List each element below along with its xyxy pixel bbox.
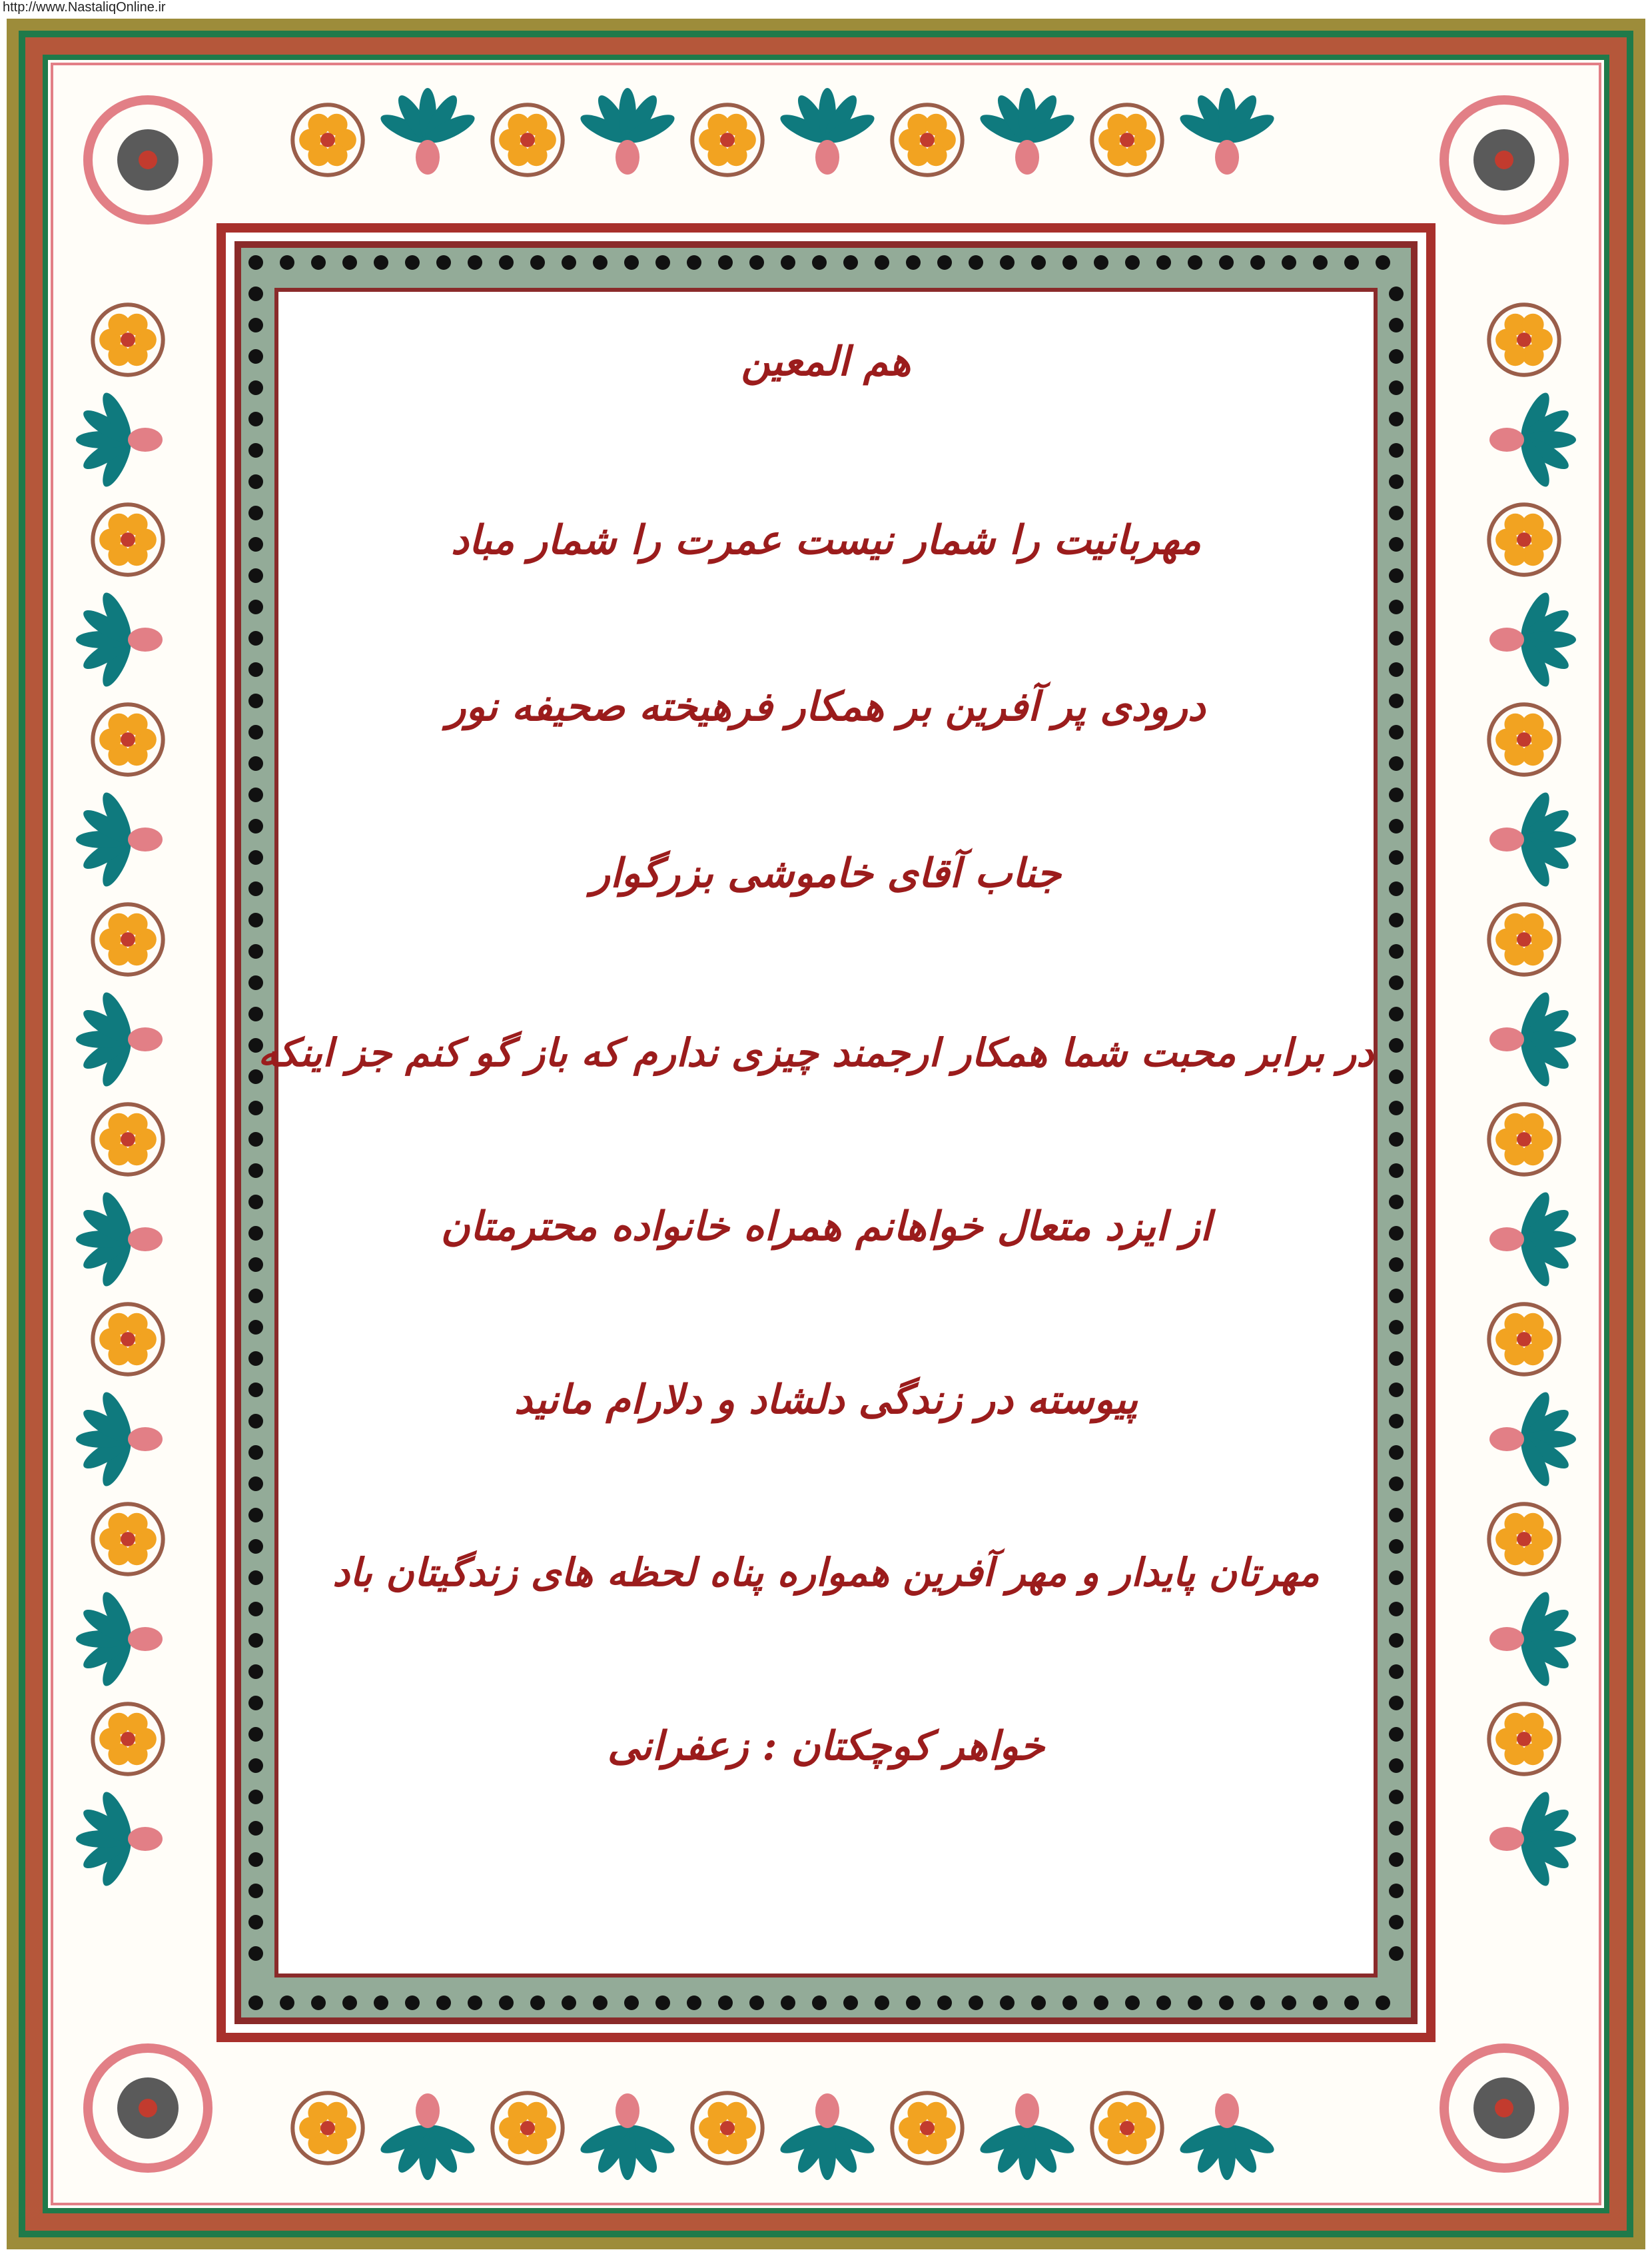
band-dot: [1389, 819, 1404, 834]
band-dot: [1000, 255, 1015, 270]
leaf-ornament: [1489, 989, 1576, 1090]
band-dot: [342, 1995, 357, 2010]
band-dot: [342, 255, 357, 270]
band-dot: [374, 255, 388, 270]
leaf-ornament: [377, 88, 478, 175]
band-dot: [248, 443, 263, 458]
band-dot: [248, 286, 263, 301]
flower-ornament: [892, 105, 962, 175]
band-dot: [843, 1995, 858, 2010]
band-dot: [1389, 1852, 1404, 1867]
leaf-ornament: [577, 88, 678, 175]
flower-ornament: [1489, 1704, 1559, 1774]
band-dot: [1389, 506, 1404, 520]
band-dot: [1125, 255, 1140, 270]
band-dot: [1389, 944, 1404, 959]
band-dot: [248, 1195, 263, 1209]
band-dot: [1389, 1320, 1404, 1335]
band-dot: [1389, 380, 1404, 395]
band-dot: [1389, 1946, 1404, 1961]
band-dot: [624, 255, 639, 270]
leaf-ornament: [1489, 1588, 1576, 1690]
band-dot: [1156, 1995, 1171, 2010]
band-dot: [248, 1758, 263, 1773]
flower-ornament: [1489, 1104, 1559, 1174]
corner-rosette-center: [1495, 151, 1513, 169]
band-dot: [248, 1163, 263, 1178]
flower-ornament: [1092, 105, 1162, 175]
band-dot: [1389, 1633, 1404, 1648]
band-dot: [248, 600, 263, 614]
band-dot: [248, 1383, 263, 1397]
band-dot: [248, 537, 263, 552]
band-dot: [1188, 1995, 1202, 2010]
band-dot: [468, 255, 482, 270]
band-dot: [562, 1995, 576, 2010]
band-dot: [248, 1790, 263, 1804]
flower-ornament: [93, 504, 163, 574]
band-dot: [1389, 1727, 1404, 1742]
corner-rosette-center: [139, 151, 157, 169]
band-dot: [1031, 1995, 1046, 2010]
flower-ornament: [93, 1704, 163, 1774]
flower-ornament: [492, 2093, 562, 2163]
band-dot: [248, 1884, 263, 1898]
leaf-ornament: [377, 2093, 478, 2180]
flower-ornament: [93, 1304, 163, 1374]
flower-ornament: [1489, 1304, 1559, 1374]
band-dot: [1389, 1884, 1404, 1898]
letter-panel: [258, 288, 1378, 1977]
band-dot: [405, 255, 420, 270]
leaf-ornament: [1489, 789, 1576, 890]
band-dot: [969, 1995, 983, 2010]
band-dot: [1389, 1007, 1404, 1021]
leaf-ornament: [76, 1788, 163, 1890]
letter-line-3: جناب آقای خاموشی بزرگوار: [591, 850, 1061, 897]
band-dot: [248, 1696, 263, 1710]
band-dot: [248, 1320, 263, 1335]
source-url: http://www.NastaliqOnline.ir: [3, 0, 166, 15]
band-dot: [248, 662, 263, 677]
band-dot: [1389, 631, 1404, 646]
flower-ornament: [292, 105, 362, 175]
band-dot: [781, 255, 795, 270]
band-dot: [1389, 1570, 1404, 1585]
band-dot: [248, 1414, 263, 1428]
leaf-ornament: [76, 989, 163, 1090]
band-dot: [248, 380, 263, 395]
band-dot: [1389, 881, 1404, 896]
band-dot: [812, 255, 827, 270]
band-dot: [1219, 1995, 1234, 2010]
band-dot: [1389, 1132, 1404, 1147]
leaf-ornament: [76, 389, 163, 490]
band-dot: [248, 1257, 263, 1272]
band-dot: [1313, 255, 1328, 270]
band-dot: [1389, 1101, 1404, 1115]
letter-line-5: از ایزد متعال خواهانم همراه خانواده محترمتان: [440, 1203, 1212, 1250]
flower-ornament: [93, 704, 163, 774]
band-dot: [1389, 1508, 1404, 1522]
band-dot: [1250, 255, 1265, 270]
band-dot: [969, 255, 983, 270]
band-dot: [1344, 255, 1359, 270]
letter-signature: خواهر کوچکتان : زعفرانی: [607, 1723, 1045, 1770]
band-dot: [1062, 255, 1077, 270]
band-dot: [1389, 694, 1404, 708]
band-dot: [875, 255, 889, 270]
band-dot: [1389, 1257, 1404, 1272]
band-dot: [1389, 349, 1404, 364]
band-dot: [1389, 788, 1404, 802]
band-dot: [1389, 756, 1404, 771]
band-dot: [1389, 600, 1404, 614]
band-dot: [655, 255, 670, 270]
band-dot: [1389, 1821, 1404, 1836]
leaf-ornament: [1176, 2093, 1278, 2180]
band-dot: [248, 1821, 263, 1836]
band-dot: [1389, 913, 1404, 927]
band-dot: [405, 1995, 420, 2010]
band-dot: [906, 255, 921, 270]
leaf-ornament: [1176, 88, 1278, 175]
band-dot: [248, 788, 263, 802]
band-dot: [436, 1995, 451, 2010]
band-dot: [1389, 318, 1404, 332]
band-dot: [1250, 1995, 1265, 2010]
leaf-ornament: [577, 2093, 678, 2180]
band-dot: [248, 1351, 263, 1366]
band-dot: [280, 1995, 294, 2010]
band-dot: [843, 255, 858, 270]
band-dot: [1389, 568, 1404, 583]
band-dot: [248, 913, 263, 927]
band-dot: [248, 944, 263, 959]
leaf-ornament: [1489, 589, 1576, 690]
flower-ornament: [292, 2093, 362, 2163]
band-dot: [248, 819, 263, 834]
band-dot: [1389, 1069, 1404, 1084]
band-dot: [1188, 255, 1202, 270]
band-dot: [248, 1132, 263, 1147]
band-dot: [248, 1101, 263, 1115]
band-dot: [1062, 1995, 1077, 2010]
band-dot: [248, 694, 263, 708]
letter-line-4: در برابر محبت شما همکار ارجمند چیزی ندارم که باز گو کنم جز اینکه: [258, 1030, 1374, 1075]
band-dot: [248, 1007, 263, 1021]
band-dot: [248, 1289, 263, 1303]
leaf-ornament: [977, 2093, 1078, 2180]
band-dot: [499, 255, 514, 270]
band-dot: [248, 1508, 263, 1522]
band-dot: [499, 1995, 514, 2010]
band-dot: [687, 255, 701, 270]
band-dot: [248, 255, 263, 270]
band-dot: [937, 1995, 952, 2010]
band-dot: [1389, 850, 1404, 865]
band-dot: [248, 1664, 263, 1679]
leaf-ornament: [1489, 1788, 1576, 1890]
band-dot: [1389, 1664, 1404, 1679]
band-dot: [1389, 412, 1404, 426]
leaf-ornament: [777, 2093, 878, 2180]
band-dot: [248, 412, 263, 426]
band-dot: [248, 474, 263, 489]
flower-ornament: [93, 1504, 163, 1574]
band-dot: [248, 1633, 263, 1648]
band-dot: [1376, 255, 1390, 270]
leaf-ornament: [76, 589, 163, 690]
flower-ornament: [692, 105, 762, 175]
band-dot: [311, 255, 326, 270]
band-dot: [248, 1445, 263, 1460]
band-dot: [937, 255, 952, 270]
band-dot: [248, 756, 263, 771]
band-dot: [248, 975, 263, 990]
flower-ornament: [93, 304, 163, 374]
band-dot: [1389, 1790, 1404, 1804]
flower-ornament: [1092, 2093, 1162, 2163]
band-dot: [749, 1995, 764, 2010]
band-dot: [1389, 1758, 1404, 1773]
band-dot: [248, 318, 263, 332]
flower-ornament: [1489, 304, 1559, 374]
flower-ornament: [1489, 904, 1559, 974]
band-dot: [248, 881, 263, 896]
flower-ornament: [93, 1104, 163, 1174]
band-dot: [280, 255, 294, 270]
flower-ornament: [1489, 704, 1559, 774]
band-dot: [248, 1476, 263, 1491]
band-dot: [1389, 725, 1404, 740]
band-dot: [655, 1995, 670, 2010]
leaf-ornament: [76, 1588, 163, 1690]
band-dot: [1389, 1539, 1404, 1554]
letter-line-7: مهرتان پایدار و مهر آفرین همواره پناه لحظه های زندگیتان باد: [332, 1550, 1320, 1595]
band-dot: [248, 725, 263, 740]
band-dot: [624, 1995, 639, 2010]
band-dot: [906, 1995, 921, 2010]
band-dot: [562, 255, 576, 270]
leaf-ornament: [76, 789, 163, 890]
band-dot: [248, 568, 263, 583]
band-dot: [1389, 1602, 1404, 1616]
band-dot: [248, 506, 263, 520]
band-dot: [1389, 1414, 1404, 1428]
flower-ornament: [892, 2093, 962, 2163]
leaf-ornament: [1489, 1389, 1576, 1490]
band-dot: [718, 255, 733, 270]
band-dot: [1389, 662, 1404, 677]
band-dot: [248, 1995, 263, 2010]
band-dot: [1389, 1195, 1404, 1209]
band-dot: [1389, 1445, 1404, 1460]
flower-ornament: [1489, 1504, 1559, 1574]
band-dot: [374, 1995, 388, 2010]
leaf-ornament: [977, 88, 1078, 175]
band-dot: [1282, 1995, 1296, 2010]
band-dot: [248, 1226, 263, 1241]
flower-ornament: [492, 105, 562, 175]
band-dot: [1389, 1476, 1404, 1491]
band-dot: [593, 255, 608, 270]
band-dot: [749, 255, 764, 270]
band-dot: [1389, 286, 1404, 301]
leaf-ornament: [1489, 1189, 1576, 1290]
band-dot: [248, 1946, 263, 1961]
band-dot: [1389, 1915, 1404, 1930]
band-dot: [1389, 1226, 1404, 1241]
band-dot: [875, 1995, 889, 2010]
band-dot: [248, 1852, 263, 1867]
flower-ornament: [93, 904, 163, 974]
band-dot: [248, 1915, 263, 1930]
band-dot: [1313, 1995, 1328, 2010]
band-dot: [1389, 537, 1404, 552]
band-dot: [1389, 1289, 1404, 1303]
letter-line-2: درودی پر آفرین بر همکار فرهیخته صحیفه نور: [446, 684, 1206, 730]
band-dot: [1389, 1383, 1404, 1397]
band-dot: [812, 1995, 827, 2010]
band-dot: [436, 255, 451, 270]
band-dot: [468, 1995, 482, 2010]
band-dot: [1156, 255, 1171, 270]
band-dot: [718, 1995, 733, 2010]
band-dot: [1389, 1038, 1404, 1053]
band-dot: [593, 1995, 608, 2010]
band-dot: [1389, 1163, 1404, 1178]
band-dot: [248, 850, 263, 865]
band-dot: [1219, 255, 1234, 270]
band-dot: [687, 1995, 701, 2010]
corner-rosette-center: [139, 2099, 157, 2117]
leaf-ornament: [777, 88, 878, 175]
band-dot: [248, 1602, 263, 1616]
letter-line-1: مهربانیت را شمار نیست عمرت را شمار مباد: [450, 517, 1202, 564]
band-dot: [1376, 1995, 1390, 2010]
band-dot: [1389, 474, 1404, 489]
leaf-ornament: [1489, 389, 1576, 490]
flower-ornament: [1489, 504, 1559, 574]
band-dot: [1344, 1995, 1359, 2010]
band-dot: [1094, 1995, 1108, 2010]
band-dot: [1125, 1995, 1140, 2010]
flower-ornament: [692, 2093, 762, 2163]
leaf-ornament: [76, 1389, 163, 1490]
letter-line-6: پیوسته در زندگی دلشاد و دلارام مانید: [514, 1377, 1138, 1423]
band-dot: [248, 1727, 263, 1742]
band-dot: [248, 631, 263, 646]
band-dot: [1389, 443, 1404, 458]
band-dot: [248, 1570, 263, 1585]
band-dot: [1094, 255, 1108, 270]
band-dot: [1389, 975, 1404, 990]
corner-rosette-center: [1495, 2099, 1513, 2117]
band-dot: [1389, 1351, 1404, 1366]
letter-heading: هم المعین: [741, 338, 911, 385]
leaf-ornament: [76, 1189, 163, 1290]
band-dot: [530, 255, 545, 270]
band-dot: [248, 1539, 263, 1554]
band-dot: [248, 349, 263, 364]
band-dot: [311, 1995, 326, 2010]
band-dot: [530, 1995, 545, 2010]
band-dot: [1000, 1995, 1015, 2010]
band-dot: [1282, 255, 1296, 270]
band-dot: [781, 1995, 795, 2010]
band-dot: [1389, 1696, 1404, 1710]
band-dot: [1031, 255, 1046, 270]
